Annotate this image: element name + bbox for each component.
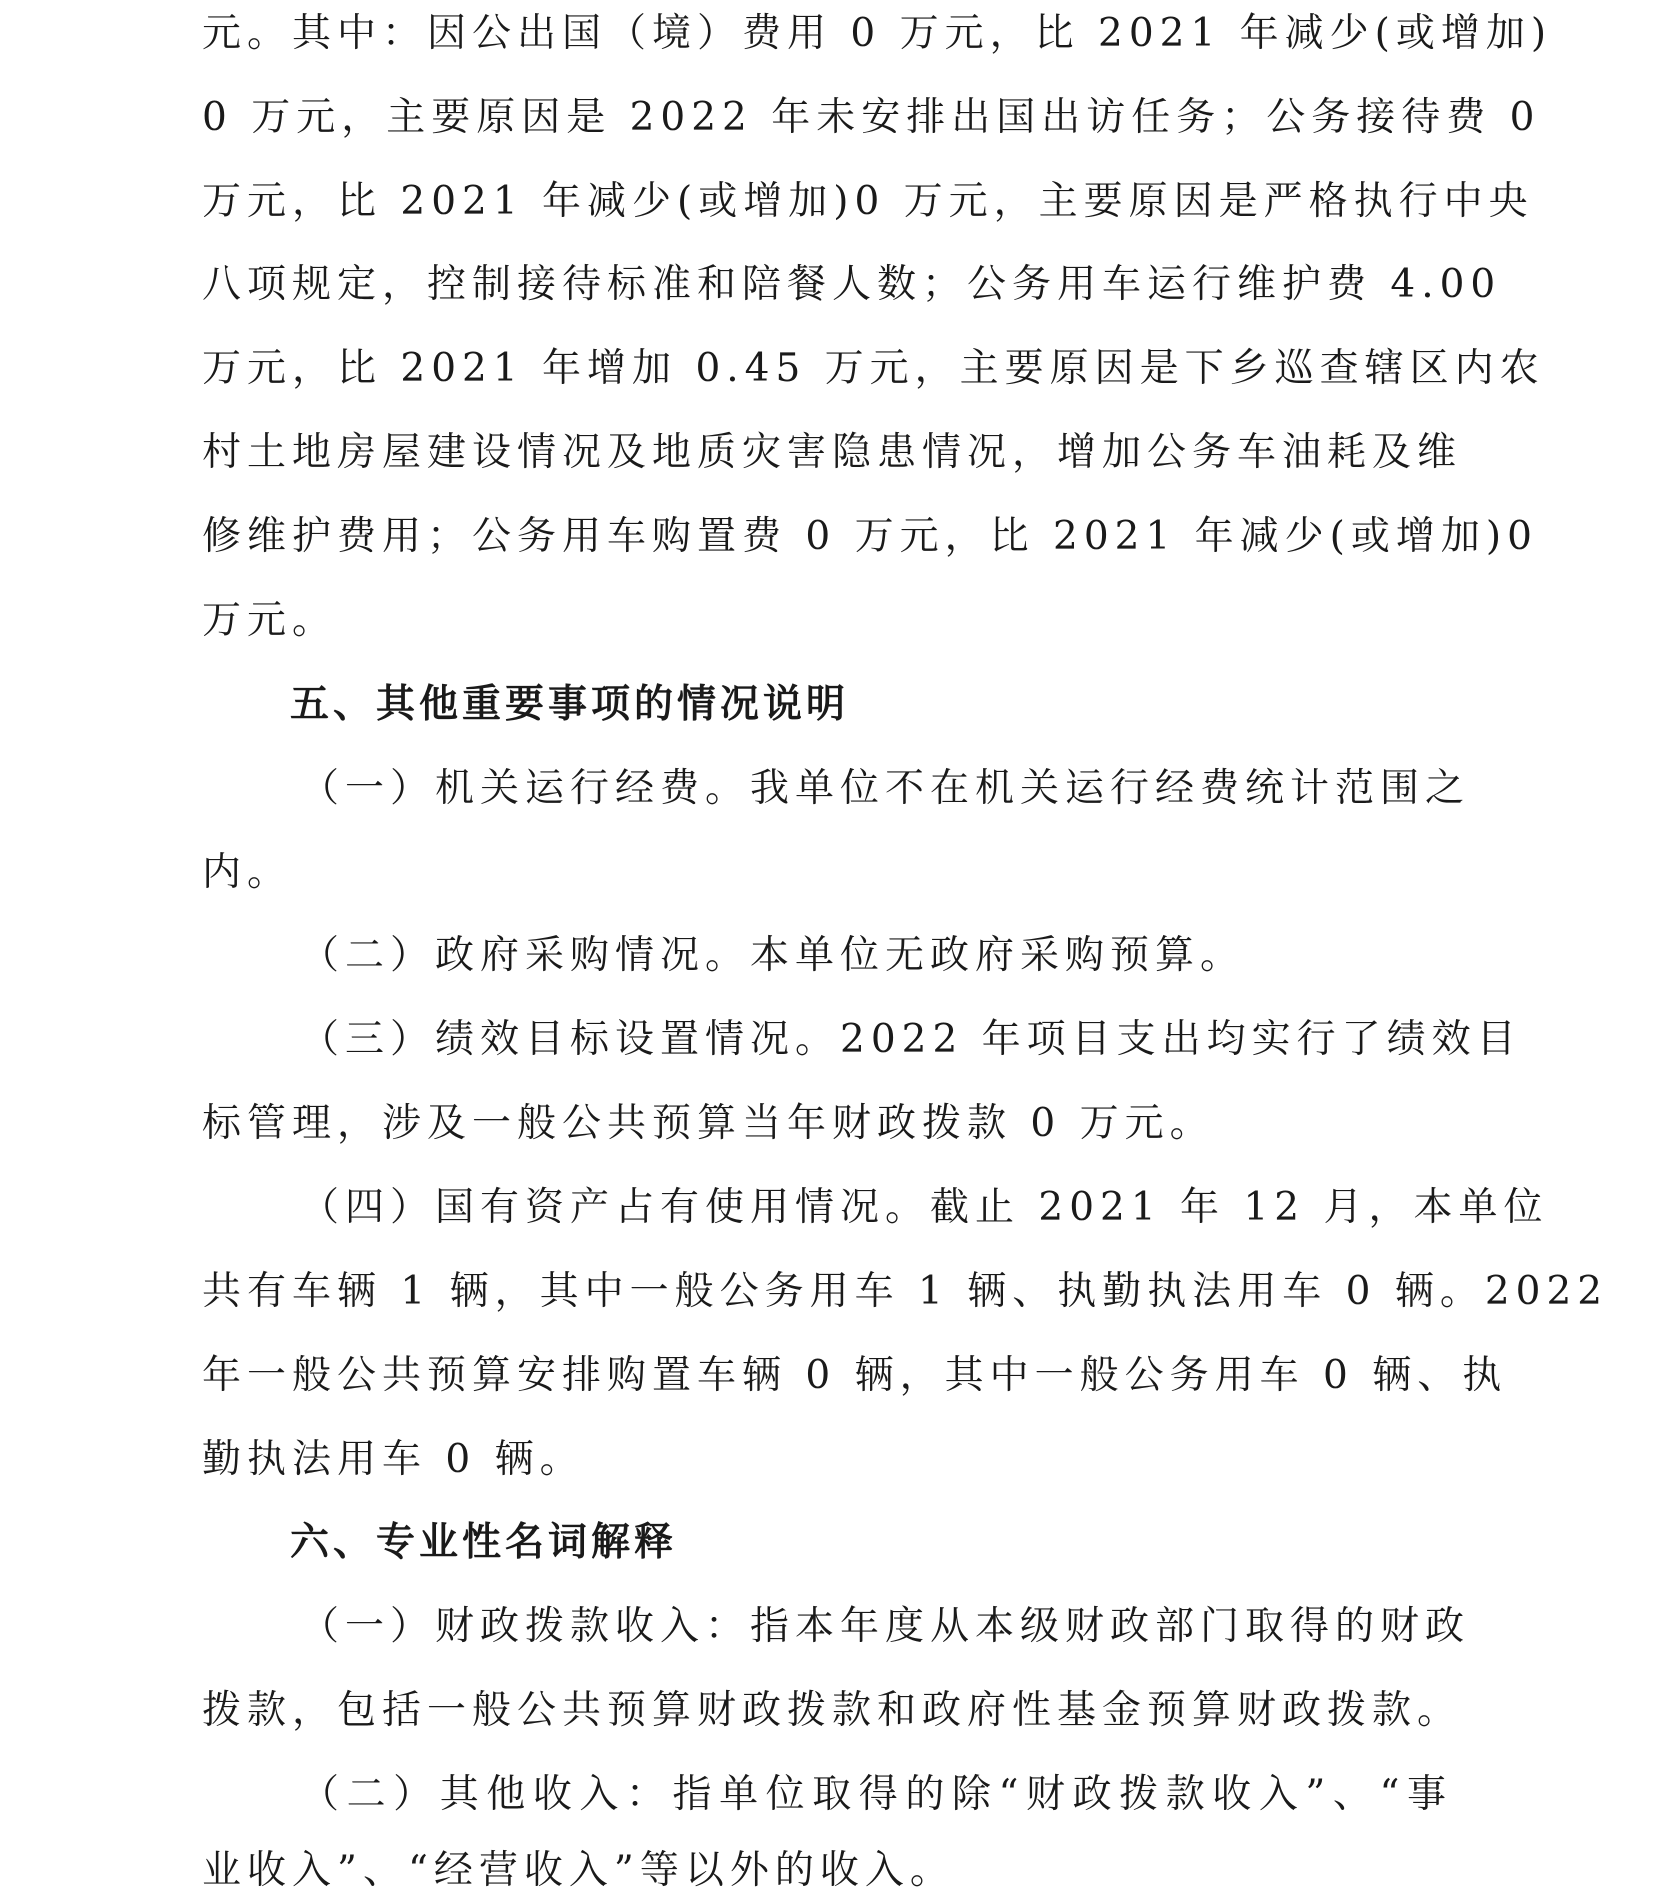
text-line: （四）国有资产占有使用情况。截止 2021 年 12 月，本单位 <box>300 1185 1549 1230</box>
text-line: 元。其中：因公出国（境）费用 0 万元，比 2021 年减少(或增加) <box>202 11 1553 56</box>
text-line: 勤执法用车 0 辆。 <box>202 1437 585 1482</box>
text-line: 修维护费用；公务用车购置费 0 万元，比 2021 年减少(或增加)0 <box>202 514 1538 559</box>
text-line: 万元，比 2021 年增加 0.45 万元，主要原因是下乡巡查辖区内农 <box>202 346 1545 391</box>
text-line: 业收入”、“经营收入”等以外的收入。 <box>202 1848 955 1893</box>
text-line: （二）政府采购情况。本单位无政府采购预算。 <box>300 933 1246 978</box>
section-heading-5: 五、其他重要事项的情况说明 <box>290 682 850 727</box>
text-line: 万元，比 2021 年减少(或增加)0 万元，主要原因是严格执行中央 <box>202 179 1534 224</box>
text-line: （一）财政拨款收入：指本年度从本级财政部门取得的财政 <box>300 1604 1471 1649</box>
text-line: 年一般公共预算安排购置车辆 0 辆，其中一般公务用车 0 辆、执 <box>202 1353 1508 1398</box>
text-line: 0 万元，主要原因是 2022 年未安排出国出访任务；公务接待费 0 <box>202 95 1541 140</box>
text-line: （三）绩效目标设置情况。2022 年项目支出均实行了绩效目 <box>300 1017 1522 1062</box>
text-line: 标管理，涉及一般公共预算当年财政拨款 0 万元。 <box>202 1101 1215 1146</box>
text-line: 拨款，包括一般公共预算财政拨款和政府性基金预算财政拨款。 <box>202 1688 1463 1733</box>
text-line: （一）机关运行经费。我单位不在机关运行经费统计范围之 <box>300 766 1471 811</box>
text-line: 村土地房屋建设情况及地质灾害隐患情况，增加公务车油耗及维 <box>202 430 1463 475</box>
text-line: 内。 <box>202 850 293 895</box>
text-line: （二）其他收入：指单位取得的除“财政拨款收入”、“事 <box>300 1772 1452 1817</box>
text-line: 万元。 <box>202 598 338 643</box>
section-heading-6: 六、专业性名词解释 <box>290 1520 678 1565</box>
text-line: 八项规定，控制接待标准和陪餐人数；公务用车运行维护费 4.00 <box>202 262 1502 307</box>
text-line: 共有车辆 1 辆，其中一般公务用车 1 辆、执勤执法用车 0 辆。2022 <box>202 1269 1609 1314</box>
